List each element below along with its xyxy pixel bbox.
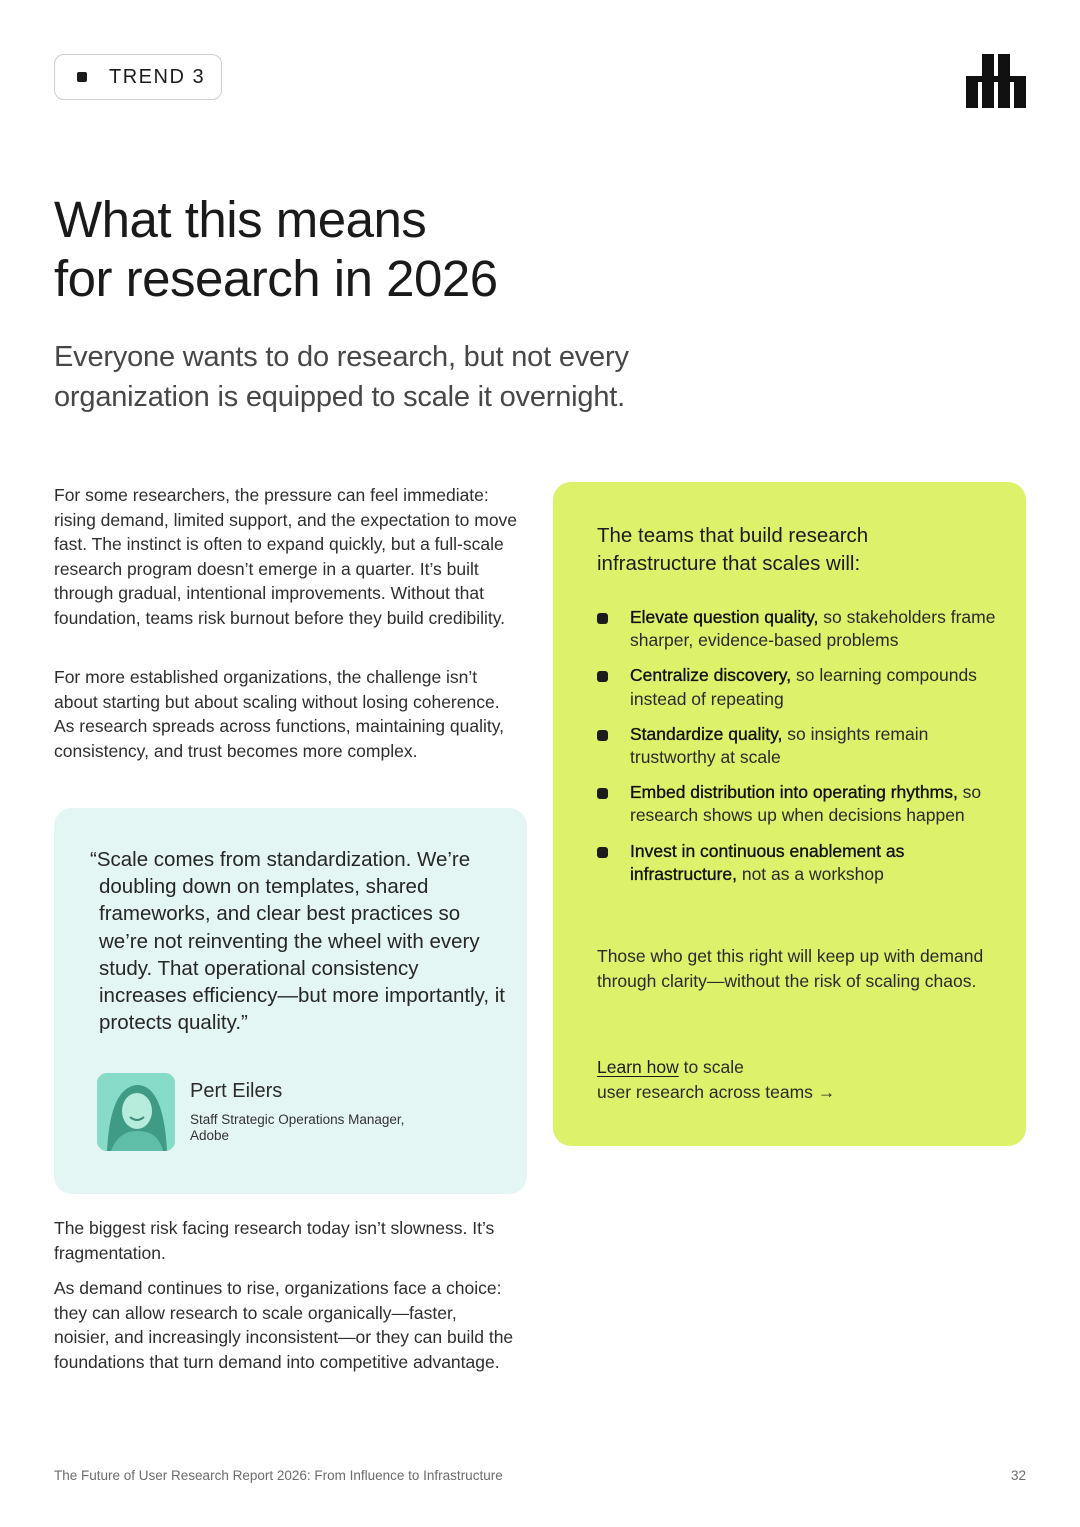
title-line-2: for research in 2026 [54,250,498,307]
body-paragraph-4: As demand continues to rise, organizations face a choice: they can allow research to scale organically—faster, noisier, and increasingly inconsistent—or they can build the foundations that turn demand into competitive advantage. [54,1278,514,1372]
bullet-icon [597,847,608,858]
takeaways-card [553,482,1026,1146]
page-title [54,190,854,308]
list-item: Elevate question quality, so stakeholders frame sharper, evidence-based problems [597,606,997,652]
body-paragraph-1: For some researchers, the pressure can feel immediate: rising demand, limited support, and the expectation to move fast. The instinct is often to expand quickly, but a full-scale research program doesn’t emerge in a quarter. It’s built through gradual, intentional improvements. Without that foundation, teams risk burnout before they build credibility. [54,485,518,628]
list-item: Embed distribution into operating rhythms, so research shows up when decisions happen [597,781,997,827]
trend-label: TREND 3 [109,65,206,88]
list-item: Centralize discovery, so learning compounds instead of repeating [597,664,997,710]
trend-badge [54,54,222,100]
card-closing-text: Those who get this right will keep up with demand through clarity—without the risk of scaling chaos. [597,946,984,991]
square-bullet-icon [77,72,87,82]
card-heading: The teams that build research infrastructure that scales will: [597,524,869,575]
bullet-icon [597,613,608,624]
footer-report-title: The Future of User Research Report 2026: From Influence to Infrastructure [54,1468,503,1483]
bullet-icon [597,730,608,741]
bullet-icon [597,788,608,799]
takeaways-list [597,606,997,898]
body-paragraph-2: For more established organizations, the challenge isn’t about starting but about scaling without losing coherence. As research spreads across functions, maintaining quality, consistency, and trust becomes more complex. [54,667,505,761]
person-photo-icon [97,1073,175,1151]
body-paragraph-3: The biggest risk facing research today isn’t slowness. It’s fragmentation. [54,1218,495,1263]
avatar [97,1073,175,1151]
quote-author-name: Pert Eilers [190,1080,283,1102]
list-item: Standardize quality, so insights remain trustworthy at scale [597,723,997,769]
page-subtitle: Everyone wants to do research, but not every organization is equipped to scale it overnight. [54,341,629,413]
quote-text: “Scale comes from standardization. We’re doubling down on templates, shared frameworks, and clear best practices so we’re not reinventing the wheel with every study. That operational consistency increases efficiency—but more importantly, it protects quality.” [90,848,505,1035]
list-item: Invest in continuous enablement as infrastructure, not as a workshop [597,840,997,886]
learn-how-link[interactable]: Learn how [597,1057,679,1077]
page-number: 32 [1010,1468,1026,1483]
bar-logo-icon [966,54,1026,108]
title-line-1: What this means [54,191,427,248]
arrow-right-icon[interactable]: → [817,1081,836,1102]
learn-more-link[interactable]: Learn how to scale user research across teams → [597,1057,836,1102]
bullet-icon [597,671,608,682]
quote-card [54,808,527,1194]
quote-author-role: Staff Strategic Operations Manager, Adobe [190,1112,405,1143]
